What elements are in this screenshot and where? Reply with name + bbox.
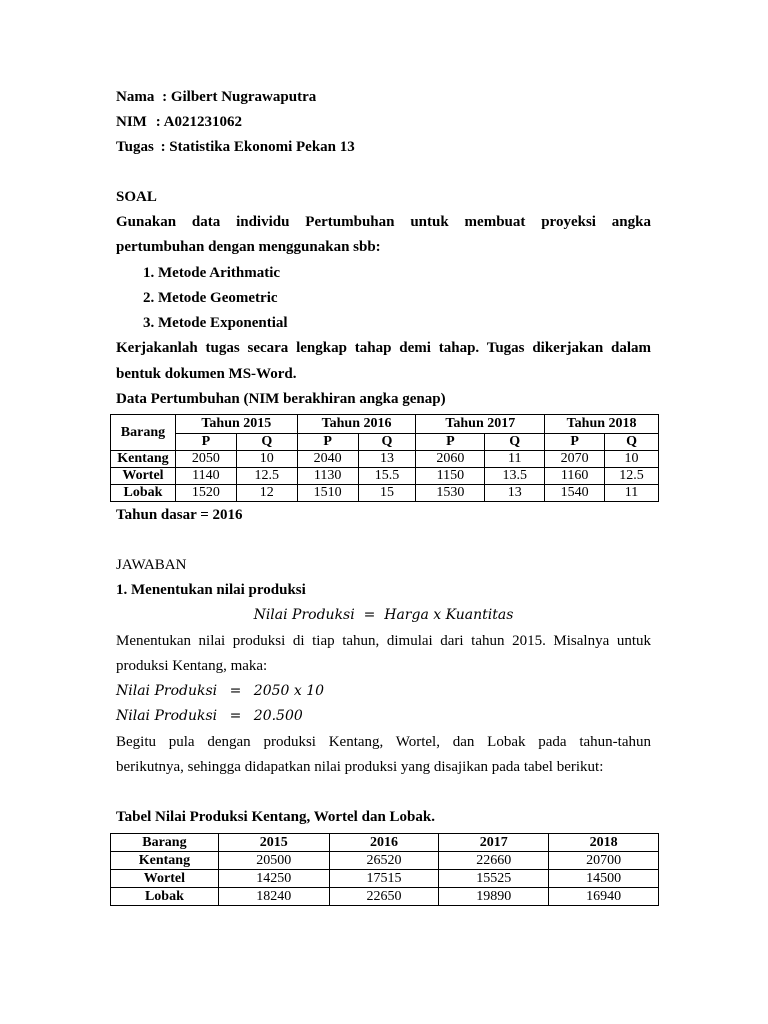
soal-instr-line1: Kerjakanlah tugas secara lengkap tahap demi tahap. Tugas dikerjakan dalam [116, 340, 651, 356]
base-year-note: Tahun dasar = 2016 [116, 507, 243, 523]
tugas-line [116, 138, 355, 156]
row-label-lobak: Lobak [111, 888, 219, 906]
row-label-kentang: Kentang [111, 451, 176, 468]
step1-title: 1. Menentukan nilai produksi [116, 582, 306, 598]
table-cell: 1510 [297, 485, 358, 502]
table-cell: 20500 [218, 852, 329, 870]
soal-instr-line2: bentuk dokumen MS-Word. [116, 366, 297, 382]
col-header-barang: Barang [111, 834, 219, 852]
table-cell: 15 [358, 485, 416, 502]
sub-header-q: Q [485, 434, 545, 451]
soal-intro-line1: Gunakan data individu Pertumbuhan untuk membuat proyeksi angka [116, 214, 651, 230]
calc2-lhs: Nilai Produksi [116, 708, 218, 724]
table-cell: 19890 [439, 888, 549, 906]
para2-line1: Begitu pula dengan produksi Kentang, Wortel, dan Lobak pada tahun-tahun [116, 734, 651, 750]
table-row [111, 888, 659, 906]
table-cell: 13 [485, 485, 545, 502]
table-cell: 22650 [329, 888, 439, 906]
table-cell: 14500 [549, 870, 659, 888]
table-cell: 1530 [416, 485, 485, 502]
table-cell: 11 [485, 451, 545, 468]
calc1-lhs: Nilai Produksi [116, 683, 218, 699]
table-cell: 1520 [175, 485, 236, 502]
table-cell: 22660 [439, 852, 549, 870]
col-header-2017: 2017 [439, 834, 549, 852]
nim-value: : A021231062 [155, 114, 242, 130]
calc-line-2 [116, 707, 303, 725]
table-cell: 11 [605, 485, 659, 502]
para2-line2: berikutnya, sehingga didapatkan nilai produksi yang disajikan pada tabel berikut: [116, 759, 604, 775]
calc1-equals: = [229, 683, 242, 699]
year-header-2018: Tahun 2018 [545, 415, 659, 434]
production-value-table [110, 833, 659, 906]
sub-header-q: Q [605, 434, 659, 451]
nama-value: : Gilbert Nugrawaputra [162, 89, 317, 105]
table-cell: 1150 [416, 468, 485, 485]
table-cell: 16940 [549, 888, 659, 906]
calc2-rhs: 20.500 [253, 708, 303, 724]
production-table-title: Tabel Nilai Produksi Kentang, Wortel dan Lobak. [116, 809, 435, 825]
year-header-2017: Tahun 2017 [416, 415, 545, 434]
soal-intro-line2: pertumbuhan dengan menggunakan sbb: [116, 239, 381, 255]
row-label-wortel: Wortel [111, 468, 176, 485]
row-label-kentang: Kentang [111, 852, 219, 870]
table-row [111, 870, 659, 888]
table-cell: 12 [236, 485, 297, 502]
table-cell: 17515 [329, 870, 439, 888]
sub-header-q: Q [236, 434, 297, 451]
table-cell: 2060 [416, 451, 485, 468]
col-header-2018: 2018 [549, 834, 659, 852]
row-label-lobak: Lobak [111, 485, 176, 502]
table-row [111, 451, 659, 468]
method-item-2: 2. Metode Geometric [143, 290, 278, 306]
table-cell: 1140 [175, 468, 236, 485]
nim-label: NIM [116, 114, 147, 130]
col-barang-header: Barang [111, 415, 176, 451]
nama-label: Nama [116, 89, 155, 105]
year-header-2016: Tahun 2016 [297, 415, 416, 434]
table-row [111, 485, 659, 502]
table-cell: 12.5 [605, 468, 659, 485]
para1-line2: produksi Kentang, maka: [116, 658, 268, 674]
soal-heading: SOAL [116, 189, 157, 205]
row-label-wortel: Wortel [111, 870, 219, 888]
table-cell: 14250 [218, 870, 329, 888]
table-cell: 2070 [545, 451, 605, 468]
jawaban-heading: JAWABAN [116, 557, 187, 573]
calc-line-1 [116, 682, 324, 700]
table-cell: 10 [236, 451, 297, 468]
table-row [111, 468, 659, 485]
sub-header-p: P [545, 434, 605, 451]
formula-line: Nilai Produksi = Harga x Kuantitas [253, 607, 514, 623]
growth-data-table [110, 414, 659, 502]
table-cell: 2050 [175, 451, 236, 468]
method-item-3: 3. Metode Exponential [143, 315, 288, 331]
sub-header-p: P [297, 434, 358, 451]
calc1-rhs: 2050 x 10 [253, 683, 325, 699]
table-cell: 20700 [549, 852, 659, 870]
table-cell: 2040 [297, 451, 358, 468]
calc2-equals: = [229, 708, 242, 724]
col-header-2016: 2016 [329, 834, 439, 852]
sub-header-p: P [416, 434, 485, 451]
table-cell: 13.5 [485, 468, 545, 485]
table-cell: 26520 [329, 852, 439, 870]
tugas-label: Tugas [116, 139, 154, 155]
table-cell: 1160 [545, 468, 605, 485]
col-header-2015: 2015 [218, 834, 329, 852]
year-header-2015: Tahun 2015 [175, 415, 297, 434]
table-cell: 10 [605, 451, 659, 468]
tugas-value: : Statistika Ekonomi Pekan 13 [160, 139, 355, 155]
table-cell: 13 [358, 451, 416, 468]
table-cell: 15.5 [358, 468, 416, 485]
table-cell: 1540 [545, 485, 605, 502]
method-item-1: 1. Metode Arithmatic [143, 265, 281, 281]
table-cell: 18240 [218, 888, 329, 906]
para1-line1: Menentukan nilai produksi di tiap tahun, dimulai dari tahun 2015. Misalnya untuk [116, 633, 651, 649]
sub-header-p: P [175, 434, 236, 451]
sub-header-q: Q [358, 434, 416, 451]
table-row [111, 852, 659, 870]
table-cell: 12.5 [236, 468, 297, 485]
nama-line [116, 88, 316, 106]
data-title: Data Pertumbuhan (NIM berakhiran angka genap) [116, 391, 446, 407]
nim-line [116, 113, 242, 131]
table-cell: 1130 [297, 468, 358, 485]
table-cell: 15525 [439, 870, 549, 888]
